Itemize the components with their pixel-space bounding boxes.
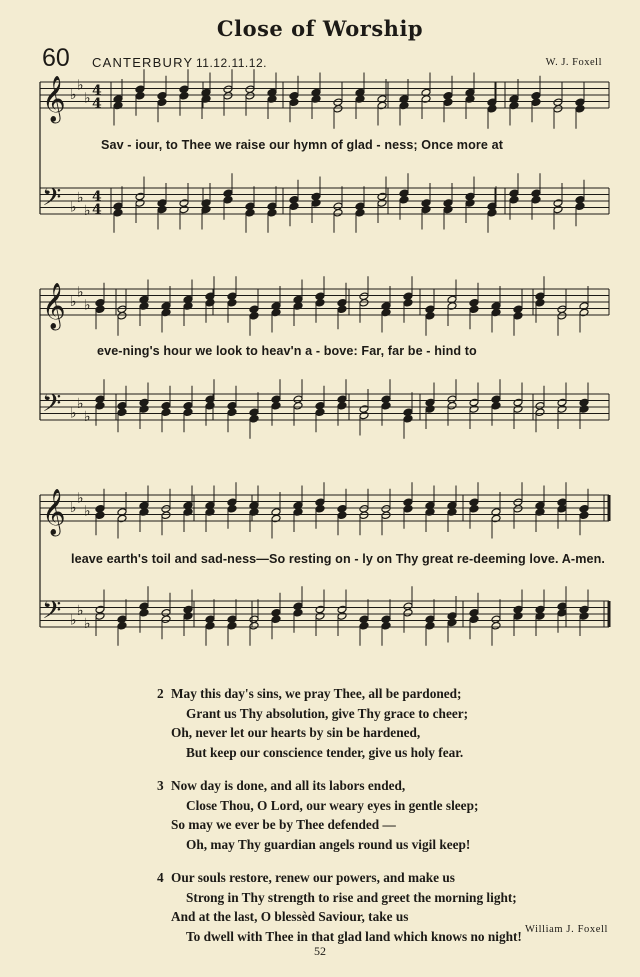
note-head <box>443 98 453 107</box>
flat-icon: ♭ <box>70 612 77 629</box>
note-head <box>315 612 325 621</box>
verse-line: Our souls restore, renew our powers, and make us <box>171 870 455 885</box>
note-head <box>381 511 391 520</box>
note-head <box>535 408 545 417</box>
note-head <box>139 508 149 517</box>
note-head <box>161 511 171 520</box>
verse-3 <box>157 776 627 854</box>
note-head <box>337 401 347 410</box>
note-head <box>425 508 435 517</box>
note-head <box>139 608 149 617</box>
note-head <box>249 414 259 423</box>
note-head <box>355 95 365 104</box>
note-head <box>315 504 325 513</box>
verse-2 <box>157 684 627 762</box>
note-head <box>469 615 479 624</box>
treble-clef-icon: 𝄞 <box>42 76 66 122</box>
note-head <box>421 205 431 214</box>
lyrics-line-1: Sav - iour, to Thee we raise our hymn of glad - ness; Once more at <box>101 138 503 152</box>
note-head <box>315 298 325 307</box>
note-head <box>381 308 391 317</box>
note-head <box>557 608 567 617</box>
note-head <box>95 511 105 520</box>
bass-clef-icon: 𝄢 <box>42 183 62 218</box>
note-head <box>403 504 413 513</box>
note-head <box>271 308 281 317</box>
note-head <box>557 311 567 320</box>
note-head <box>359 411 369 420</box>
verse-line: Strong in Thy strength to rise and greet the morning light; <box>186 889 517 905</box>
note-head <box>403 414 413 423</box>
note-head <box>487 208 497 217</box>
note-head <box>531 98 541 107</box>
note-head <box>117 311 127 320</box>
bass-clef-icon: 𝄢 <box>42 596 62 631</box>
verse-line: May this day's sins, we pray Thee, all be pardoned; <box>171 686 462 701</box>
note-head <box>381 621 391 630</box>
note-head <box>183 408 193 417</box>
note-head <box>139 302 149 311</box>
flat-icon: ♭ <box>77 602 84 619</box>
note-head <box>359 511 369 520</box>
note-head <box>271 615 281 624</box>
note-head <box>337 511 347 520</box>
verses <box>157 684 627 960</box>
verse-line: Grant us Thy absolution, give Thy grace to cheer; <box>186 705 469 721</box>
verse-number: 2 <box>157 686 164 701</box>
note-head <box>421 95 431 104</box>
note-head <box>337 612 347 621</box>
note-head <box>183 612 193 621</box>
lyricist-credit: William J. Foxell <box>525 924 608 935</box>
note-head <box>117 621 127 630</box>
note-head <box>267 95 277 104</box>
flat-icon: ♭ <box>77 490 84 507</box>
note-head <box>403 298 413 307</box>
verse-line: To dwell with Thee in that glad land which knows no night! <box>186 928 522 944</box>
note-head <box>447 401 457 410</box>
note-head <box>249 311 259 320</box>
note-head <box>557 504 567 513</box>
note-head <box>227 621 237 630</box>
note-head <box>227 408 237 417</box>
note-head <box>139 405 149 414</box>
verse-line: But keep our conscience tender, give us holy fear. <box>186 744 464 760</box>
note-head <box>403 608 413 617</box>
time-signature: 4 <box>92 202 102 218</box>
treble-clef-icon: 𝄞 <box>42 489 66 535</box>
note-head <box>157 205 167 214</box>
note-head <box>359 298 369 307</box>
flat-icon: ♭ <box>77 189 84 206</box>
note-head <box>469 504 479 513</box>
note-head <box>575 104 585 113</box>
note-head <box>465 199 475 208</box>
note-head <box>95 612 105 621</box>
note-head <box>399 101 409 110</box>
note-head <box>205 508 215 517</box>
time-signature: 4 <box>92 96 102 112</box>
note-head <box>531 195 541 204</box>
note-head <box>289 98 299 107</box>
verse-number: 3 <box>157 778 164 793</box>
note-head <box>161 308 171 317</box>
note-head <box>311 95 321 104</box>
note-head <box>381 401 391 410</box>
note-head <box>377 199 387 208</box>
flat-icon: ♭ <box>84 503 91 520</box>
note-head <box>113 101 123 110</box>
note-head <box>469 405 479 414</box>
flat-icon: ♭ <box>70 500 77 516</box>
note-head <box>491 308 501 317</box>
flat-icon: ♭ <box>70 294 77 310</box>
note-head <box>183 508 193 517</box>
note-head <box>575 202 585 211</box>
note-head <box>267 208 277 217</box>
hymn-number: 60 <box>42 44 70 72</box>
flat-icon: ♭ <box>77 284 84 301</box>
bass-clef-icon: 𝄢 <box>42 389 62 424</box>
note-head <box>491 621 501 630</box>
note-head <box>557 405 567 414</box>
note-head <box>271 514 281 523</box>
note-head <box>465 95 475 104</box>
note-head <box>443 205 453 214</box>
tune-name: CANTERBURY <box>92 55 194 70</box>
note-head <box>161 615 171 624</box>
note-head <box>425 311 435 320</box>
verse-line: Now day is done, and all its labors ended, <box>171 778 406 793</box>
note-head <box>293 302 303 311</box>
verse-line: Close Thou, O Lord, our weary eyes in gentle sleep; <box>186 797 479 813</box>
note-head <box>311 199 321 208</box>
flat-icon: ♭ <box>84 615 91 632</box>
note-head <box>245 208 255 217</box>
flat-icon: ♭ <box>77 77 84 94</box>
note-head <box>579 612 589 621</box>
flat-icon: ♭ <box>84 408 91 425</box>
note-head <box>227 504 237 513</box>
note-head <box>535 298 545 307</box>
note-head <box>117 408 127 417</box>
note-head <box>513 311 523 320</box>
note-head <box>249 508 259 517</box>
note-head <box>179 205 189 214</box>
lyrics-line-2: eve-ning's hour we look to heav'n a - bove: Far, far be - hind to <box>97 344 477 358</box>
note-head <box>337 305 347 314</box>
note-head <box>179 91 189 100</box>
note-head <box>377 101 387 110</box>
note-head <box>333 104 343 113</box>
note-head <box>271 401 281 410</box>
verse-line: Oh, may Thy guardian angels round us vigil keep! <box>186 836 471 852</box>
note-head <box>491 514 501 523</box>
verse-line: So may we ever be by Thee defended — <box>171 817 396 832</box>
note-head <box>579 308 589 317</box>
note-head <box>513 612 523 621</box>
note-head <box>315 408 325 417</box>
note-head <box>223 91 233 100</box>
note-head <box>535 612 545 621</box>
note-head <box>249 621 259 630</box>
composer: W. J. Foxell <box>545 57 602 68</box>
note-head <box>293 401 303 410</box>
note-head <box>245 91 255 100</box>
time-signature: 4 <box>92 83 102 99</box>
time-signature: 4 <box>92 189 102 205</box>
note-head <box>117 514 127 523</box>
verse-number: 4 <box>157 870 164 885</box>
note-head <box>333 208 343 217</box>
note-head <box>425 405 435 414</box>
note-head <box>425 621 435 630</box>
note-head <box>135 91 145 100</box>
note-head <box>579 511 589 520</box>
note-head <box>399 195 409 204</box>
note-head <box>513 405 523 414</box>
note-head <box>447 508 457 517</box>
note-head <box>355 208 365 217</box>
note-head <box>513 504 523 513</box>
note-head <box>183 302 193 311</box>
note-head <box>469 305 479 314</box>
page-number: 52 <box>314 944 326 958</box>
note-head <box>223 195 233 204</box>
note-head <box>535 508 545 517</box>
note-head <box>205 621 215 630</box>
flat-icon: ♭ <box>70 87 77 103</box>
hymn-section-title: Close of Worship <box>216 16 424 41</box>
note-head <box>95 305 105 314</box>
note-head <box>579 405 589 414</box>
note-head <box>161 408 171 417</box>
note-head <box>509 195 519 204</box>
note-head <box>293 608 303 617</box>
flat-icon: ♭ <box>84 297 91 314</box>
note-head <box>487 104 497 113</box>
note-head <box>113 208 123 217</box>
meter: 11.12.11.12. <box>196 56 267 70</box>
note-head <box>509 101 519 110</box>
lyrics-line-3: leave earth's toil and sad-ness—So resting on - ly on Thy great re-deeming love. A-men. <box>71 552 605 566</box>
note-head <box>491 401 501 410</box>
note-head <box>447 618 457 627</box>
note-head <box>553 104 563 113</box>
note-head <box>359 621 369 630</box>
verse-line: And at the last, O blessèd Saviour, take us <box>171 909 409 924</box>
verse-line: Oh, never let our hearts by sin be hardened, <box>171 725 421 740</box>
note-head <box>227 298 237 307</box>
flat-icon: ♭ <box>84 90 91 107</box>
note-head <box>95 401 105 410</box>
note-head <box>157 98 167 107</box>
flat-icon: ♭ <box>70 405 77 422</box>
note-head <box>135 199 145 208</box>
note-head <box>289 202 299 211</box>
flat-icon: ♭ <box>84 202 91 219</box>
flat-icon: ♭ <box>70 199 77 216</box>
note-head <box>293 508 303 517</box>
note-head <box>553 205 563 214</box>
note-head <box>447 302 457 311</box>
flat-icon: ♭ <box>77 395 84 412</box>
treble-clef-icon: 𝄞 <box>42 283 66 329</box>
